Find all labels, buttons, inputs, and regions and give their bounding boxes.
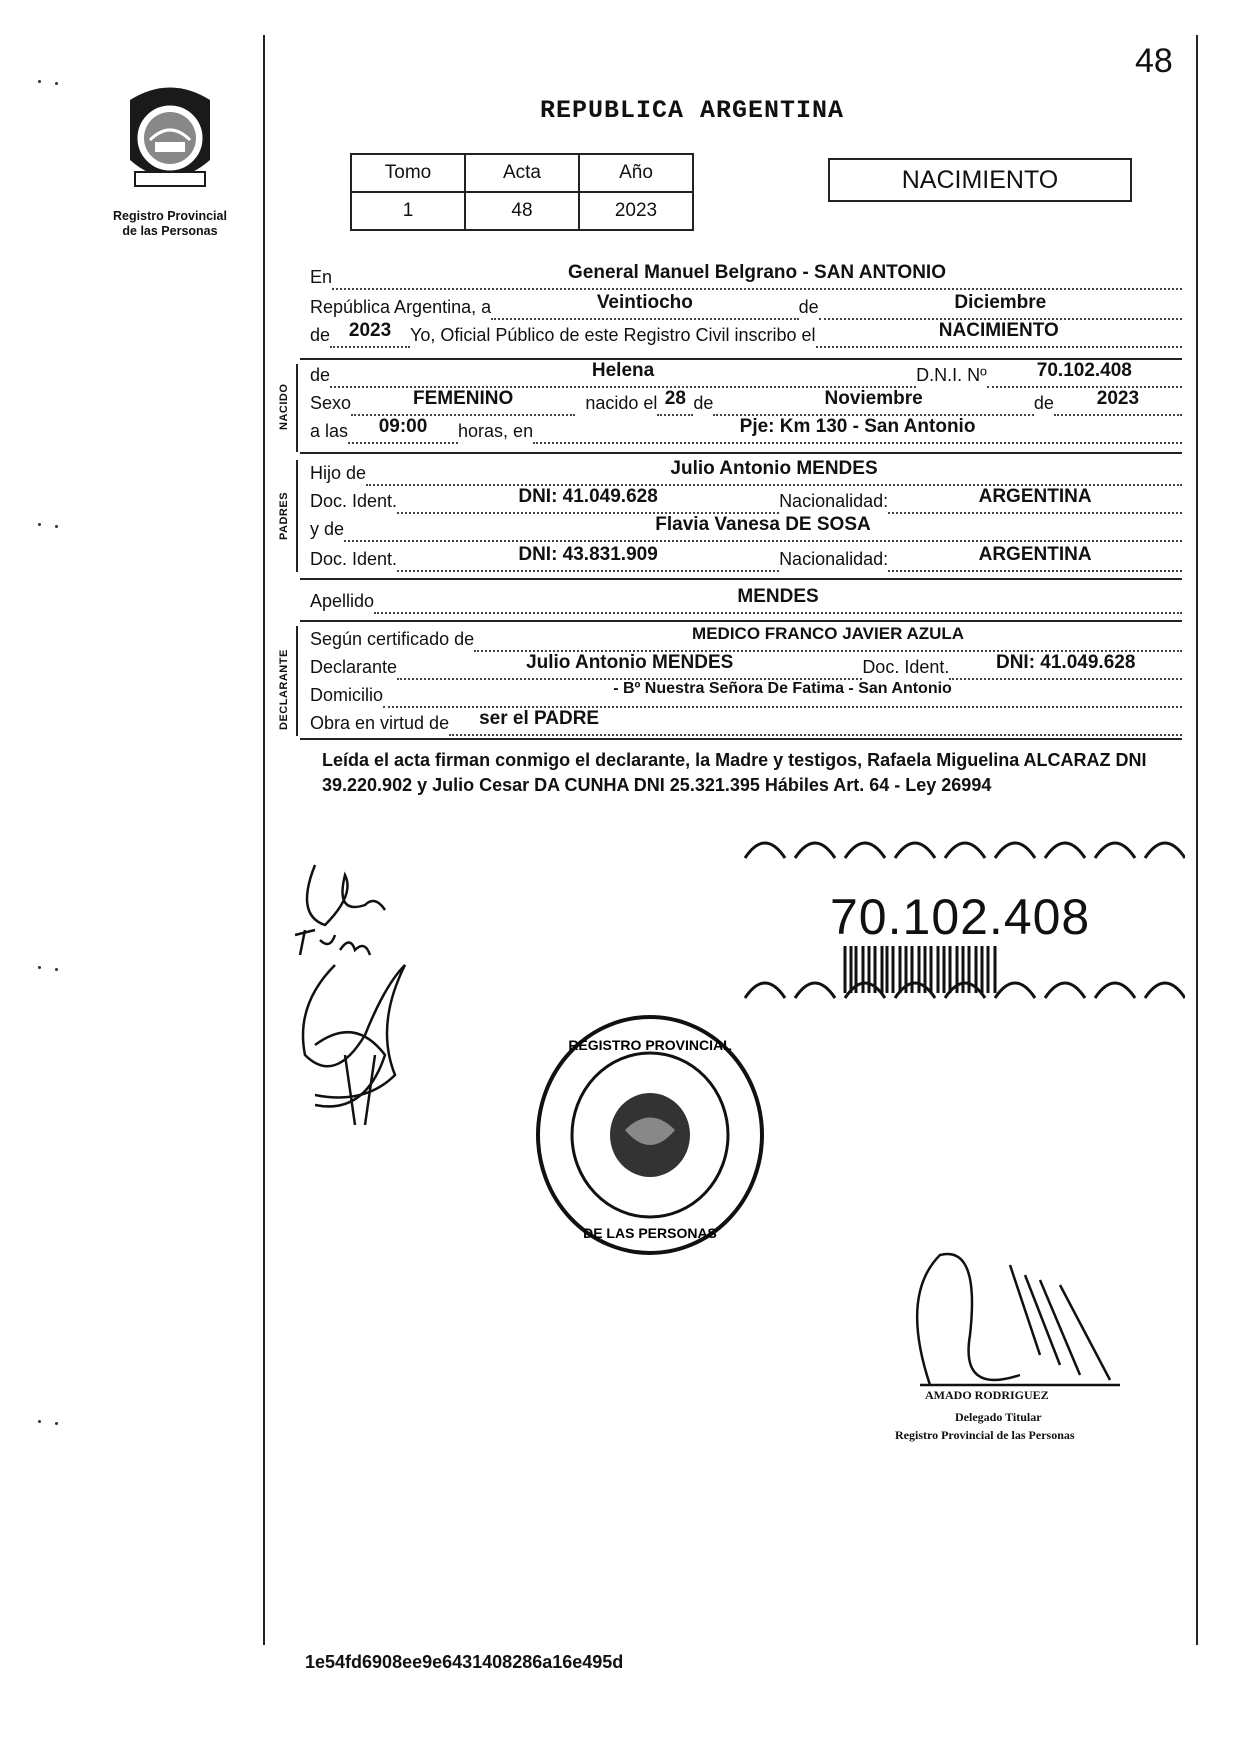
section-label-nacido: NACIDO bbox=[278, 383, 290, 430]
republica-label: República Argentina, a bbox=[310, 297, 492, 317]
declarante-value: Julio Antonio MENDES bbox=[526, 652, 734, 673]
row-certificado bbox=[310, 626, 1182, 652]
declarante-doc: DNI: 41.049.628 bbox=[995, 652, 1136, 673]
father-name: Julio Antonio MENDES bbox=[670, 458, 878, 479]
month-value: Diciembre bbox=[954, 292, 1047, 313]
provincial-seal-icon bbox=[110, 80, 230, 200]
svg-text:DE LAS PERSONAS: DE LAS PERSONAS bbox=[583, 1225, 717, 1241]
section-label-declarante: DECLARANTE bbox=[278, 649, 290, 730]
closing-text: Leída el acta firman conmigo el declarante, la Madre y testigos, Rafaela Miguelina ALCARAZ DNI 39.220.902 y Julio Cesar DA CUNHA DNI 25.321.395 Hábiles Art. 64 - Ley 26994 bbox=[322, 750, 1147, 795]
birth-place: Pje: Km 130 - San Antonio bbox=[739, 416, 976, 437]
page-title: REPUBLICA ARGENTINA bbox=[540, 96, 845, 125]
en-label: En bbox=[310, 267, 333, 287]
acta-header: Acta bbox=[465, 154, 579, 192]
de-label-3: de bbox=[310, 365, 331, 385]
domicilio-value: - Bº Nuestra Señora De Fatima - San Antonio bbox=[613, 680, 952, 697]
registry-seal-icon bbox=[530, 1010, 770, 1260]
nacionalidad-label-1: Nacionalidad: bbox=[779, 491, 889, 511]
row-father-doc bbox=[310, 488, 1182, 514]
doc-ident-label-1: Doc. Ident. bbox=[310, 491, 398, 511]
row-en bbox=[310, 264, 1182, 290]
left-margin-line bbox=[263, 35, 265, 1645]
acta-value: 48 bbox=[465, 192, 579, 230]
father-nationality: ARGENTINA bbox=[978, 486, 1092, 507]
dni-value: 70.102.408 bbox=[1036, 360, 1132, 381]
nacionalidad-label-2: Nacionalidad: bbox=[779, 549, 889, 569]
signatory-name: AMADO RODRIGUEZ bbox=[925, 1388, 1049, 1402]
de-label-1: de bbox=[798, 297, 819, 317]
mother-nationality: ARGENTINA bbox=[978, 544, 1092, 565]
section-label-padres: PADRES bbox=[278, 491, 290, 540]
segun-label: Según certificado de bbox=[310, 629, 475, 649]
a-las-label: a las bbox=[310, 421, 349, 441]
ano-header: Año bbox=[579, 154, 693, 192]
row-mother-doc bbox=[310, 546, 1182, 572]
witness-signatures-icon bbox=[275, 855, 455, 1135]
father-doc: DNI: 41.049.628 bbox=[518, 486, 658, 507]
row-domicilio bbox=[310, 682, 1182, 708]
year-value: 2023 bbox=[348, 320, 392, 341]
mother-doc: DNI: 43.831.909 bbox=[518, 544, 658, 565]
tomo-header: Tomo bbox=[351, 154, 465, 192]
signatory-title: Delegado Titular bbox=[955, 1410, 1042, 1424]
sexo-label: Sexo bbox=[310, 393, 352, 413]
nacido-el-label: nacido el bbox=[585, 393, 658, 413]
en-value: General Manuel Belgrano - SAN ANTONIO bbox=[568, 262, 946, 283]
document-hash: 1e54fd6908ee9e6431408286a16e495d bbox=[305, 1652, 624, 1672]
horas-en-label: horas, en bbox=[458, 421, 534, 441]
sexo-value: FEMENINO bbox=[413, 388, 514, 409]
ano-value: 2023 bbox=[579, 192, 693, 230]
mother-name: Flavia Vanesa DE SOSA bbox=[655, 514, 871, 535]
hijo-de-label: Hijo de bbox=[310, 463, 367, 483]
record-type-box: NACIMIENTO bbox=[828, 158, 1132, 202]
doc-ident-label-3: Doc. Ident. bbox=[862, 657, 950, 677]
sticker-number: 70.102.408 bbox=[830, 889, 1091, 945]
logo-caption-line1: Registro Provincial bbox=[113, 209, 227, 223]
birth-day: 28 bbox=[664, 388, 686, 409]
row-father bbox=[310, 460, 1182, 486]
obra-value: ser el PADRE bbox=[479, 708, 600, 729]
signatory-organization: Registro Provincial de las Personas bbox=[895, 1428, 1075, 1442]
tomo-value: 1 bbox=[351, 192, 465, 230]
row-name bbox=[310, 362, 1182, 388]
apellido-label: Apellido bbox=[310, 591, 375, 611]
y-de-label: y de bbox=[310, 519, 345, 539]
row-time bbox=[310, 418, 1182, 444]
declarante-label: Declarante bbox=[310, 657, 398, 677]
row-sexo bbox=[310, 390, 1182, 416]
row-obra bbox=[310, 710, 1182, 736]
yo-text: Yo, Oficial Público de este Registro Civil inscribo el bbox=[410, 325, 816, 345]
doc-ident-label-2: Doc. Ident. bbox=[310, 549, 398, 569]
de-label-4: de bbox=[693, 393, 714, 413]
de-label-5: de bbox=[1033, 393, 1054, 413]
obra-label: Obra en virtud de bbox=[310, 713, 450, 733]
dni-label: D.N.I. Nº bbox=[916, 365, 987, 385]
domicilio-label: Domicilio bbox=[310, 685, 384, 705]
svg-text:REGISTRO PROVINCIAL: REGISTRO PROVINCIAL bbox=[568, 1037, 732, 1053]
row-year bbox=[310, 322, 1182, 348]
row-mother bbox=[310, 516, 1182, 542]
day-value: Veintiocho bbox=[596, 292, 693, 313]
row-apellido bbox=[310, 588, 1182, 614]
birth-year: 2023 bbox=[1096, 388, 1140, 409]
birth-month: Noviembre bbox=[824, 388, 923, 409]
right-margin-line bbox=[1196, 35, 1198, 1645]
logo-caption-line2: de las Personas bbox=[122, 224, 218, 238]
page-number: 48 bbox=[1135, 42, 1173, 80]
apellido-value: MENDES bbox=[737, 586, 819, 607]
de-label-2: de bbox=[310, 325, 331, 345]
official-signature-icon bbox=[900, 1235, 1130, 1405]
row-republica bbox=[310, 294, 1182, 320]
registry-table bbox=[350, 153, 694, 231]
certificate-value: MEDICO FRANCO JAVIER AZULA bbox=[692, 624, 965, 643]
inscribo-value: NACIMIENTO bbox=[938, 320, 1059, 341]
name-value: Helena bbox=[591, 360, 655, 381]
birth-time: 09:00 bbox=[378, 416, 428, 437]
row-declarante bbox=[310, 654, 1182, 680]
registry-logo bbox=[95, 80, 245, 239]
